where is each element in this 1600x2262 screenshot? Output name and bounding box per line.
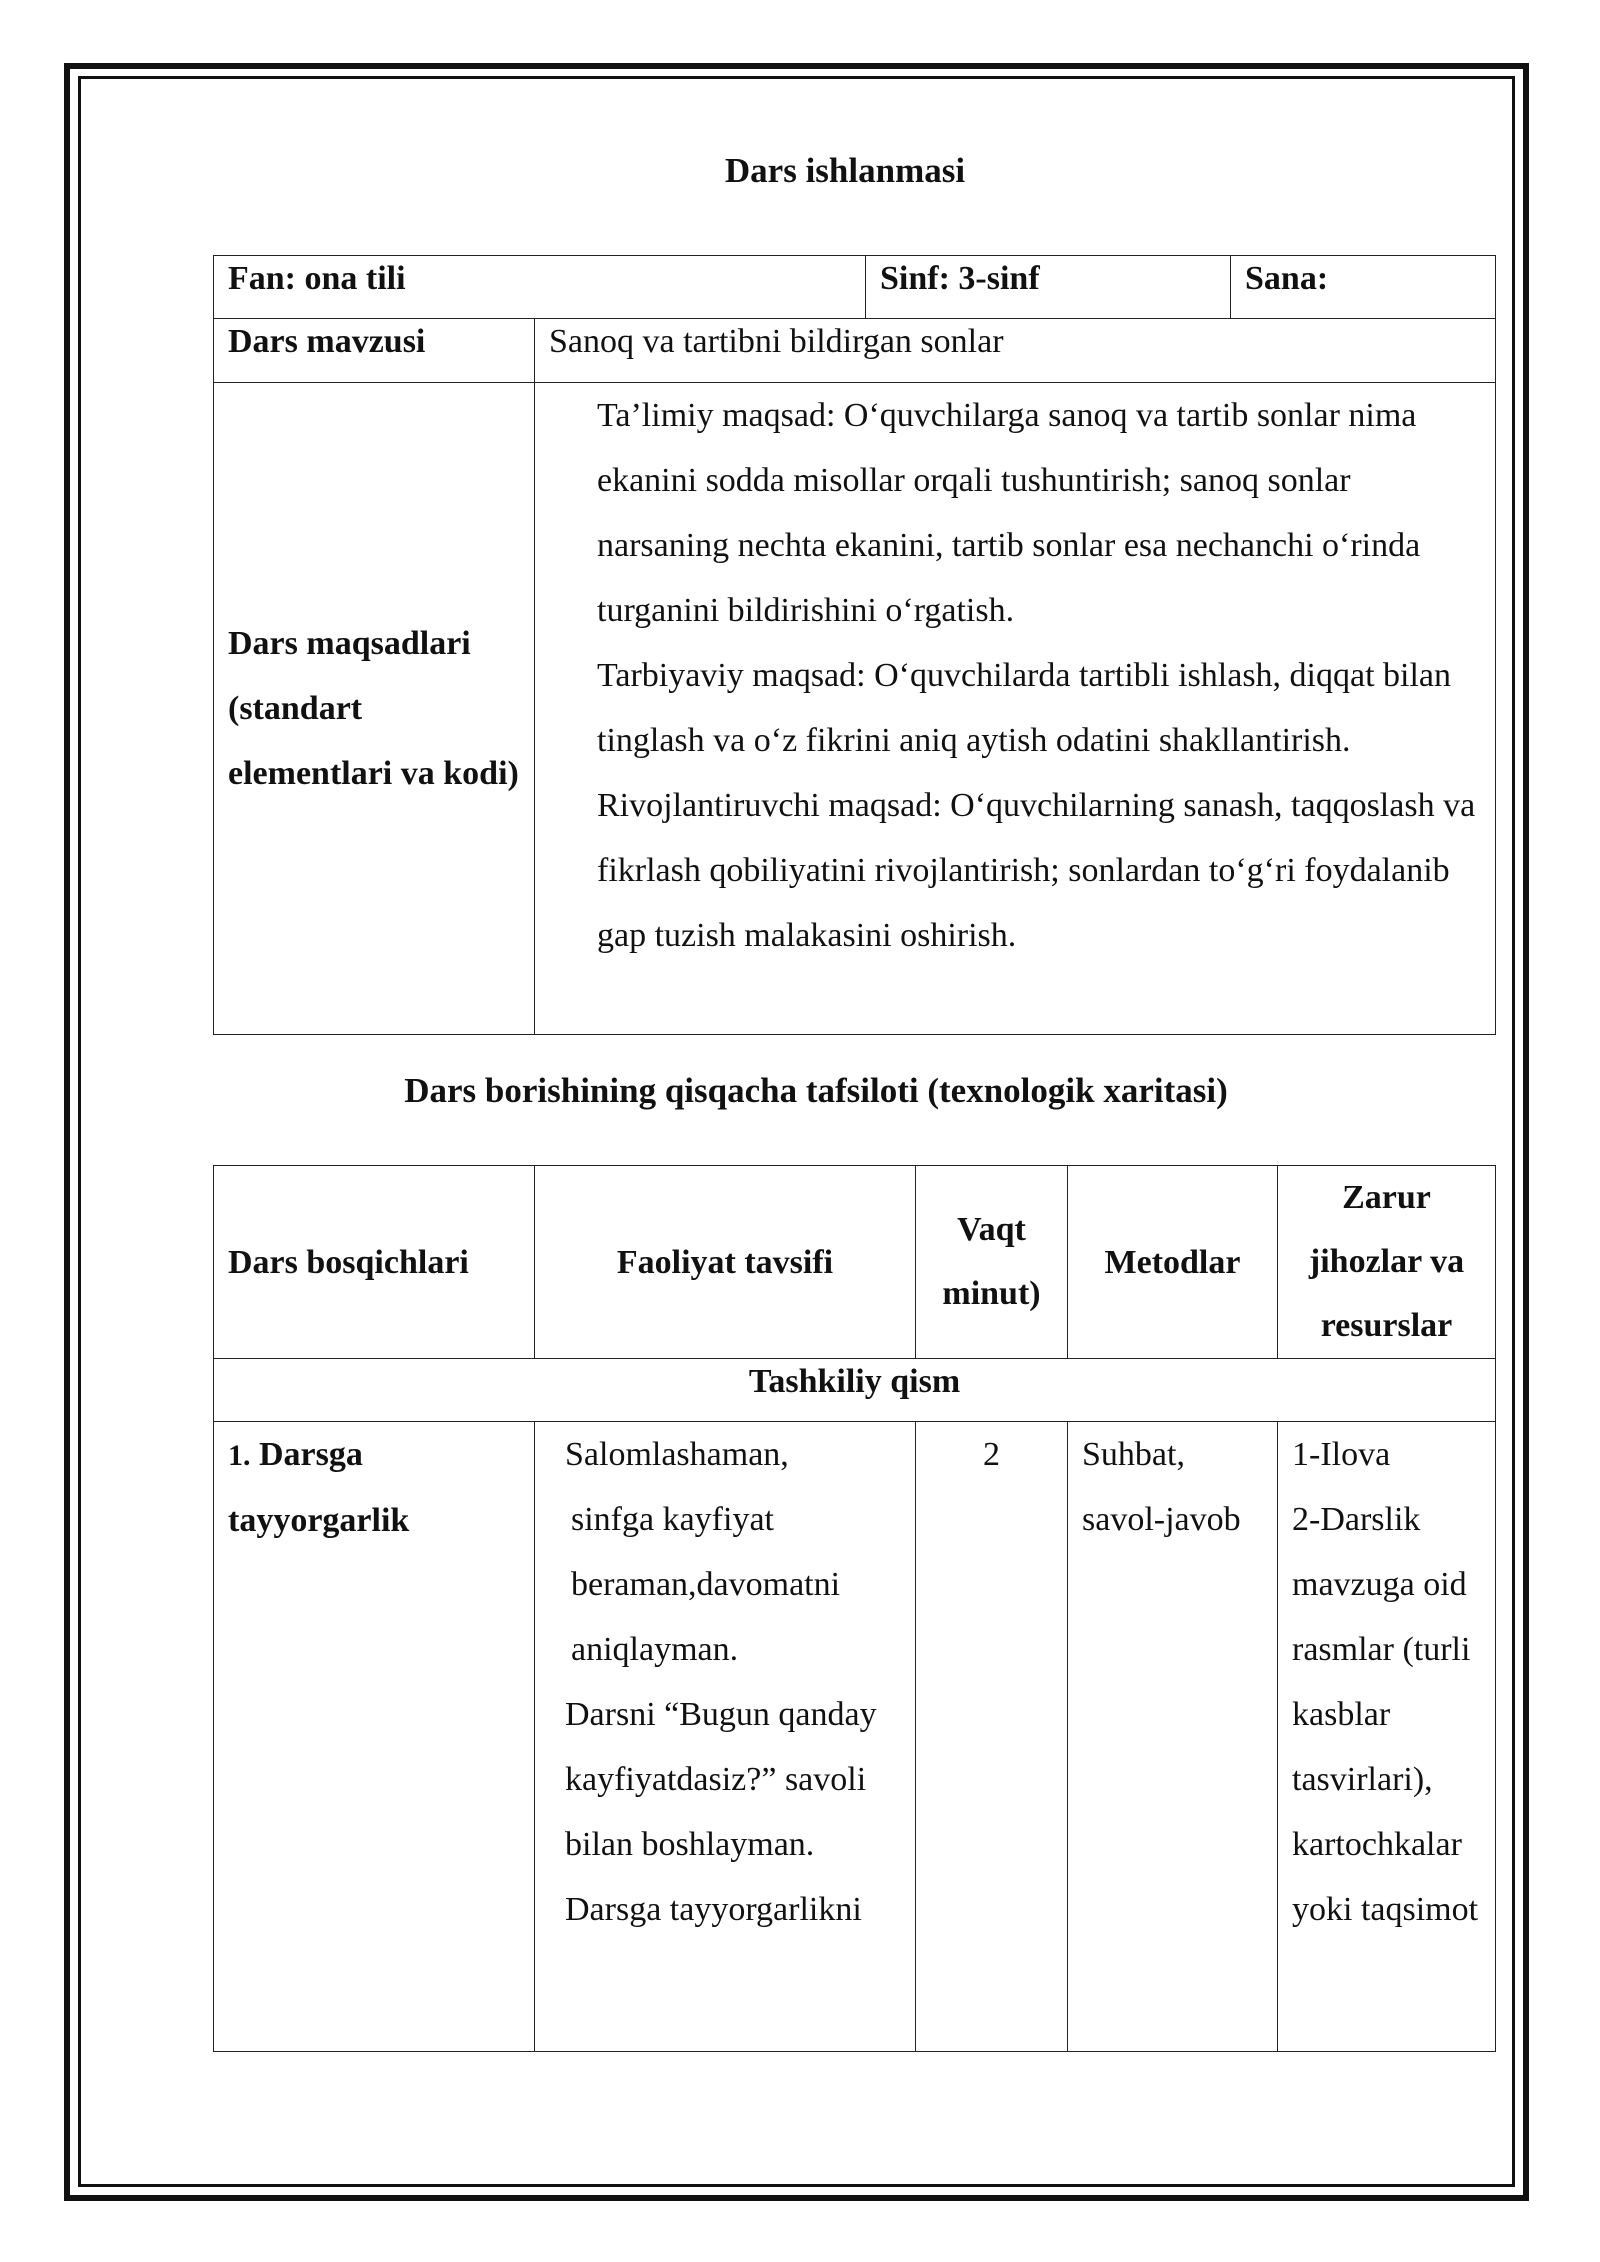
header-resources: Zarur jihozlar va resurslar: [1278, 1166, 1496, 1359]
document-title: Dars ishlanmasi: [724, 151, 966, 190]
header-time: Vaqt minut): [916, 1166, 1068, 1359]
lesson-plan-table: [213, 1165, 1496, 2052]
activity-line: sinfga kayfiyat beraman,davomatni aniqlayman.: [571, 1501, 841, 1668]
header-activity: Faoliyat tavsifi: [535, 1166, 916, 1359]
resources-cell: [1278, 1422, 1496, 2052]
header-methods: Metodlar: [1068, 1166, 1278, 1359]
activity-cell: [535, 1422, 916, 2052]
goals-label: Dars maqsadlari (standart elementlari va kodi): [214, 383, 535, 1035]
goals-cell: [535, 383, 1496, 1035]
header-stages: Dars bosqichlari: [214, 1166, 535, 1359]
educational-goal: Ta’limiy maqsad: O‘quvchilarga sanoq va tartib sonlar nima ekanini sodda misollar orqali tushuntirish; sanoq sonlar narsaning nechta ekanini, tartib sonlar esa nechanchi o‘rinda turganini bildirishini o‘rgatish.: [597, 397, 1421, 629]
stage-name: Darsga tayyorgarlik: [228, 1436, 410, 1539]
upbringing-goal: Tarbiyaviy maqsad: O‘quvchilarda tartibli ishlash, diqqat bilan tinglash va o‘z fikrini aniq aytish odatini shakllantirish.: [597, 657, 1452, 759]
organizational-part-label: Tashkiliy qism: [214, 1359, 1496, 1422]
developmental-goal: Rivojlantiruvchi maqsad: O‘quvchilarning sanash, taqqoslash va fikrlash qobiliyatini rivojlantirish; sonlardan to‘g‘ri foydalanib gap tuzish malakasini oshirish.: [597, 787, 1476, 954]
grade-cell: Sinf: 3-sinf: [866, 256, 1231, 319]
subject-cell: Fan: ona tili: [214, 256, 866, 319]
topic-label: Dars mavzusi: [214, 319, 535, 383]
time-cell: 2: [916, 1422, 1068, 2052]
section-title: Dars borishining qisqacha tafsiloti (texnologik xaritasi): [404, 1071, 1228, 1110]
date-cell: Sana:: [1231, 256, 1496, 319]
activity-line: Salomlashaman,: [565, 1436, 789, 1473]
methods-cell: Suhbat, savol-javob: [1068, 1422, 1278, 2052]
activity-line: Darsni “Bugun qanday kayfiyatdasiz?” savoli bilan boshlayman.: [565, 1696, 877, 1863]
stage-number: 1.: [228, 1439, 251, 1472]
stage-cell: [214, 1422, 535, 2052]
lesson-info-table: [213, 255, 1496, 1035]
activity-line: Darsga tayyorgarlikni: [565, 1891, 862, 1928]
resource-line: 2-Darslik mavzuga oid rasmlar (turli kasblar tasvirlari), kartochkalar yoki taqsimot: [1292, 1501, 1479, 1928]
topic-value: Sanoq va tartibni bildirgan sonlar: [535, 319, 1496, 383]
resource-line: 1-Ilova: [1292, 1436, 1391, 1473]
